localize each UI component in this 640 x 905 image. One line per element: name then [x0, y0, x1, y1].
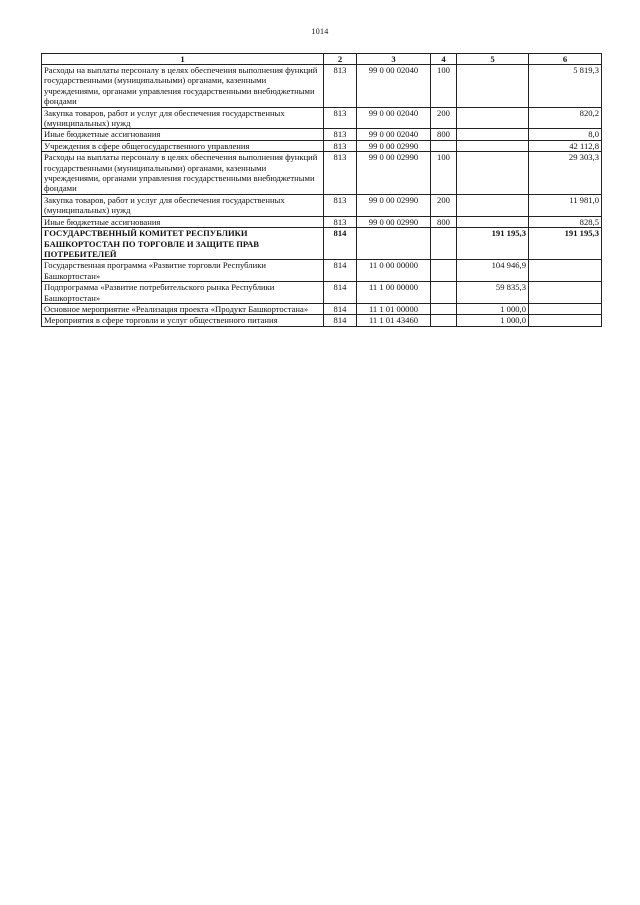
cell-vr [431, 282, 457, 304]
header-cell-name: 1 [42, 54, 324, 65]
cell-sum-6 [529, 303, 602, 314]
cell-sum-6: 29 303,3 [529, 152, 602, 195]
cell-name: ГОСУДАРСТВЕННЫЙ КОМИТЕТ РЕСПУБЛИКИ БАШКОРТОСТАН ПО ТОРГОВЛЕ И ЗАЩИТЕ ПРАВ ПОТРЕБИТЕЛЕЙ [42, 228, 324, 260]
table-row [42, 260, 602, 282]
table-row [42, 315, 602, 326]
cell-sum-5 [457, 107, 529, 129]
cell-csr: 99 0 00 02990 [357, 140, 431, 151]
cell-sum-6: 820,2 [529, 107, 602, 129]
cell-ved: 813 [324, 140, 357, 151]
cell-csr: 99 0 00 02040 [357, 129, 431, 140]
cell-csr: 99 0 00 02990 [357, 194, 431, 216]
cell-name: Основное мероприятие «Реализация проекта «Продукт Башкортостана» [42, 303, 324, 314]
cell-sum-5: 1 000,0 [457, 303, 529, 314]
cell-sum-6: 5 819,3 [529, 65, 602, 108]
cell-ved: 813 [324, 65, 357, 108]
table-row [42, 194, 602, 216]
cell-vr: 800 [431, 216, 457, 227]
cell-ved: 814 [324, 228, 357, 260]
header-cell-csr: 3 [357, 54, 431, 65]
cell-sum-5 [457, 140, 529, 151]
cell-sum-5 [457, 216, 529, 227]
cell-sum-6 [529, 315, 602, 326]
cell-csr: 11 0 00 00000 [357, 260, 431, 282]
table-row [42, 65, 602, 108]
cell-sum-6: 8,0 [529, 129, 602, 140]
table-row [42, 228, 602, 260]
cell-vr: 200 [431, 194, 457, 216]
cell-vr: 800 [431, 129, 457, 140]
table-row [42, 216, 602, 227]
cell-ved: 814 [324, 315, 357, 326]
cell-name: Иные бюджетные ассигнования [42, 129, 324, 140]
table-row [42, 107, 602, 129]
cell-csr [357, 228, 431, 260]
cell-name: Мероприятия в сфере торговли и услуг общественного питания [42, 315, 324, 326]
cell-csr: 11 1 00 00000 [357, 282, 431, 304]
cell-sum-6: 42 112,8 [529, 140, 602, 151]
table-row [42, 303, 602, 314]
cell-vr: 200 [431, 107, 457, 129]
cell-csr: 11 1 01 00000 [357, 303, 431, 314]
cell-sum-6: 11 981,0 [529, 194, 602, 216]
cell-csr: 99 0 00 02990 [357, 216, 431, 227]
cell-sum-6 [529, 260, 602, 282]
cell-name: Расходы на выплаты персоналу в целях обеспечения выполнения функций государственными (муниципальными) органами, казенными учреждениями, органами управления государственными внебюджетными фондами [42, 65, 324, 108]
table-row [42, 140, 602, 151]
cell-sum-5 [457, 152, 529, 195]
cell-ved: 813 [324, 194, 357, 216]
cell-name: Государственная программа «Развитие торговли Республики Башкортостан» [42, 260, 324, 282]
cell-sum-5: 59 835,3 [457, 282, 529, 304]
header-cell-ved: 2 [324, 54, 357, 65]
cell-sum-5: 1 000,0 [457, 315, 529, 326]
cell-vr [431, 303, 457, 314]
header-row [42, 54, 602, 65]
cell-vr: 100 [431, 65, 457, 108]
cell-vr [431, 228, 457, 260]
budget-table [41, 53, 602, 327]
cell-sum-5 [457, 194, 529, 216]
cell-name: Закупка товаров, работ и услуг для обеспечения государственных (муниципальных) нужд [42, 194, 324, 216]
cell-sum-5: 104 946,9 [457, 260, 529, 282]
cell-ved: 813 [324, 107, 357, 129]
table-row [42, 129, 602, 140]
cell-csr: 99 0 00 02040 [357, 65, 431, 108]
table-row [42, 152, 602, 195]
header-cell-vr: 4 [431, 54, 457, 65]
cell-ved: 813 [324, 152, 357, 195]
cell-name: Иные бюджетные ассигнования [42, 216, 324, 227]
cell-ved: 814 [324, 282, 357, 304]
header-cell-sum-5: 5 [457, 54, 529, 65]
cell-ved: 813 [324, 216, 357, 227]
cell-ved: 813 [324, 129, 357, 140]
cell-sum-6 [529, 282, 602, 304]
cell-csr: 99 0 00 02040 [357, 107, 431, 129]
cell-name: Учреждения в сфере общегосударственного управления [42, 140, 324, 151]
table-body [42, 65, 602, 327]
cell-vr [431, 140, 457, 151]
cell-sum-6: 828,5 [529, 216, 602, 227]
cell-vr [431, 260, 457, 282]
header-cell-sum-6: 6 [529, 54, 602, 65]
table-row [42, 282, 602, 304]
page-number: 1014 [311, 27, 329, 36]
cell-csr: 11 1 01 43460 [357, 315, 431, 326]
cell-sum-6: 191 195,3 [529, 228, 602, 260]
cell-name: Подпрограмма «Развитие потребительского рынка Республики Башкортостан» [42, 282, 324, 304]
cell-vr [431, 315, 457, 326]
cell-ved: 814 [324, 260, 357, 282]
cell-sum-5 [457, 129, 529, 140]
cell-csr: 99 0 00 02990 [357, 152, 431, 195]
cell-vr: 100 [431, 152, 457, 195]
cell-ved: 814 [324, 303, 357, 314]
cell-sum-5: 191 195,3 [457, 228, 529, 260]
cell-name: Закупка товаров, работ и услуг для обеспечения государственных (муниципальных) нужд [42, 107, 324, 129]
cell-sum-5 [457, 65, 529, 108]
cell-name: Расходы на выплаты персоналу в целях обеспечения выполнения функций государственными (муниципальными) органами, казенными учреждениями, органами управления государственными внебюджетными фондами [42, 152, 324, 195]
